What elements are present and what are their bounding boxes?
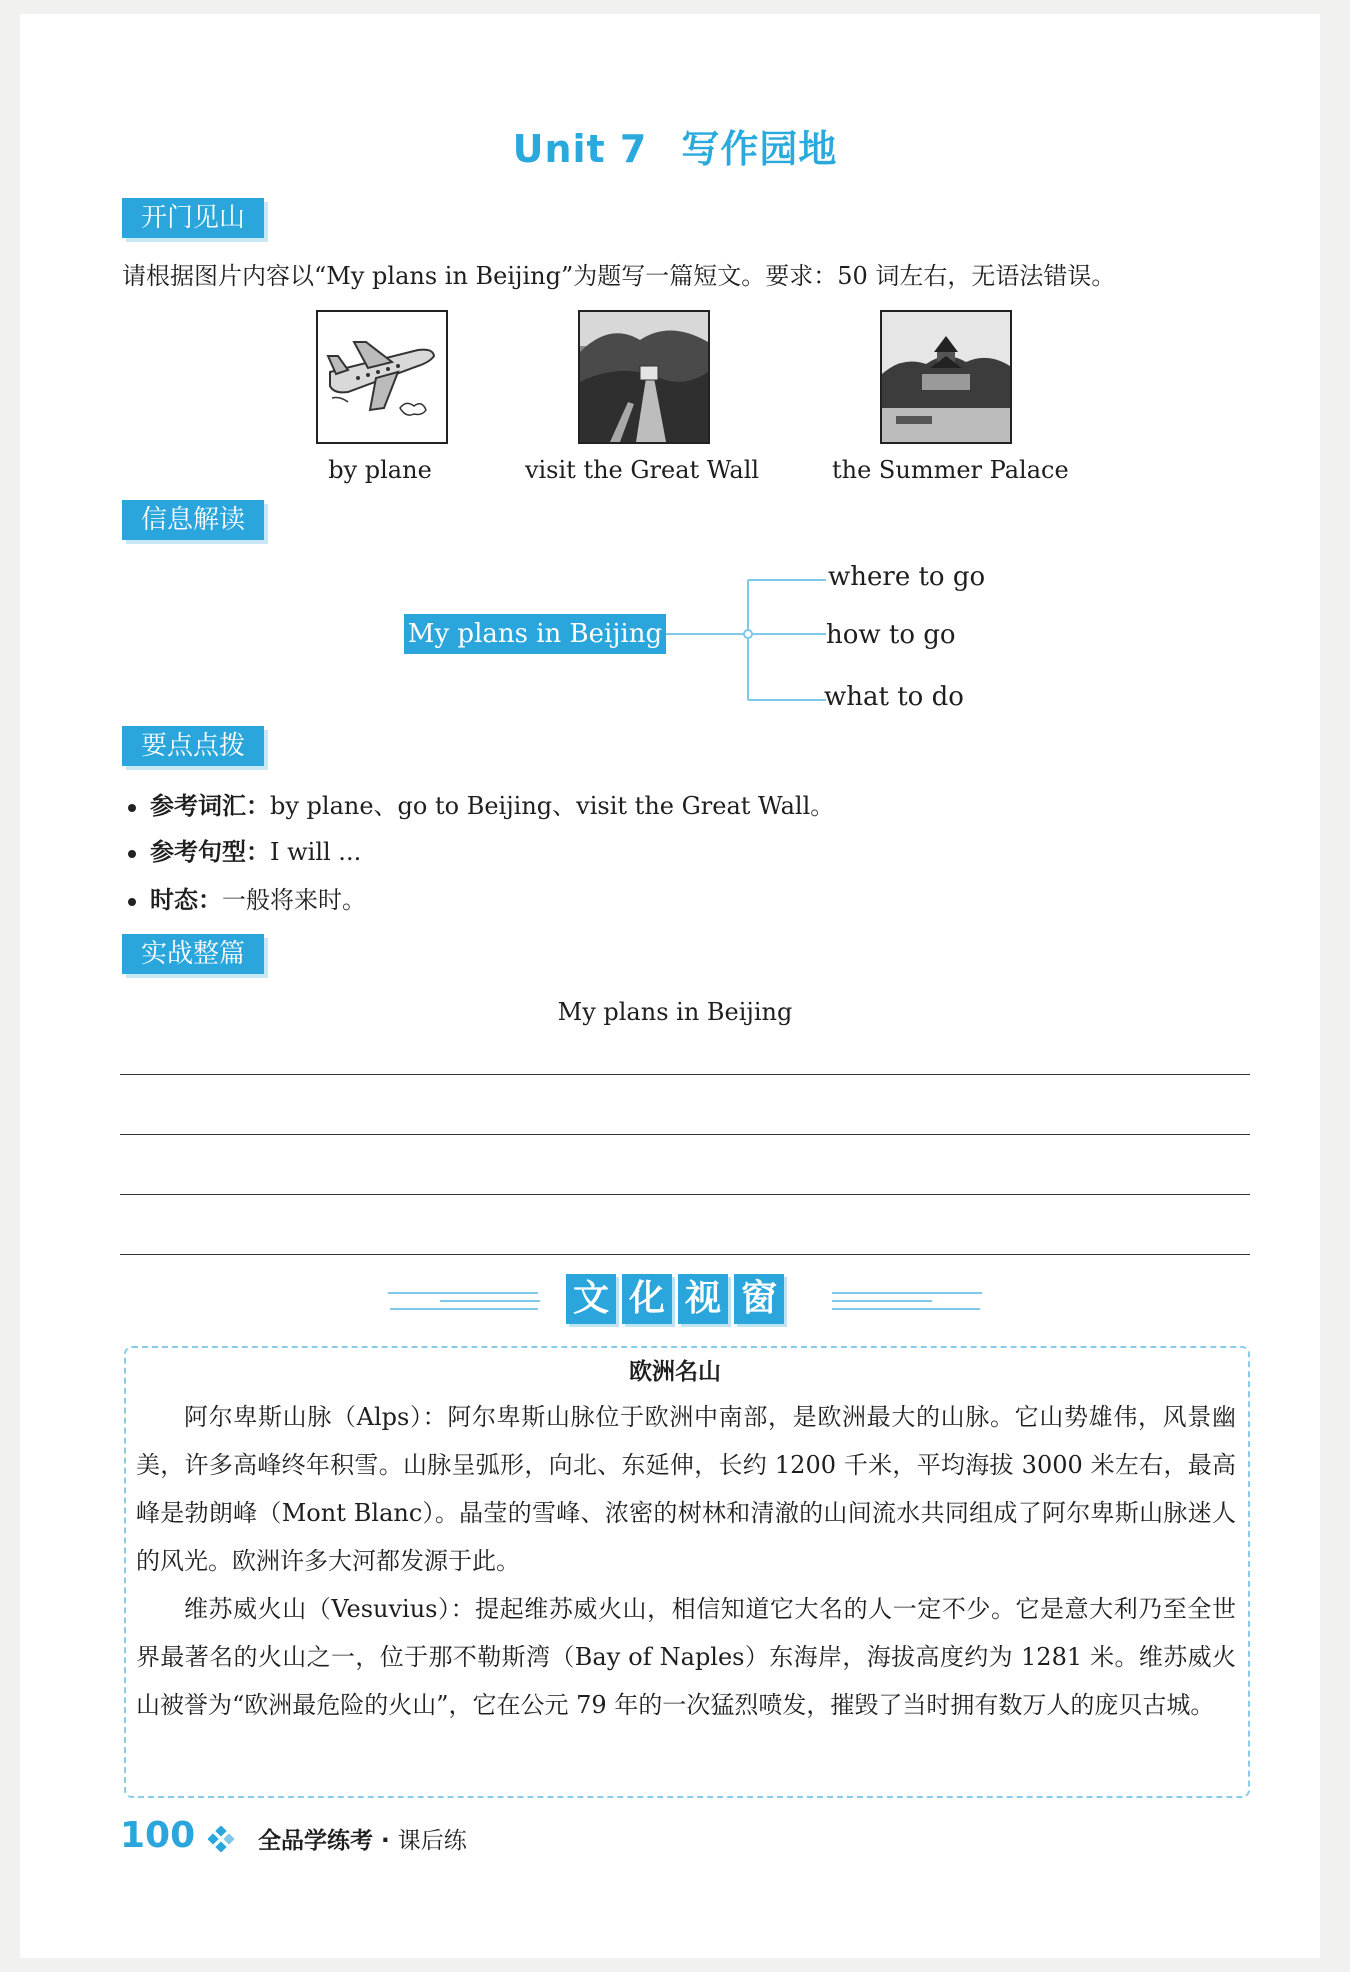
banner-char: 化	[622, 1274, 672, 1324]
unit-heading: 写作园地	[681, 127, 838, 171]
point-tense	[128, 884, 366, 916]
great-wall-image	[578, 310, 710, 444]
banner-char: 视	[678, 1274, 728, 1324]
mindmap-branch-where: where to go	[828, 562, 986, 592]
point-text: by plane、go to Beijing、visit the Great Wall。	[270, 792, 835, 820]
culture-paragraph-vesuvius: 维苏威火山（Vesuvius）：提起维苏威火山，相信知道它大名的人一定不少。它是意大利乃至全世界最著名的火山之一，位于那不勒斯湾（Bay of Naples）东海岸，海拔高度约为 1281 米。维苏威火山被誉为“欧洲最危险的火山”，它在公元 79 年的一次猛烈喷发，摧毁了当时拥有数万人的庞贝古城。	[136, 1595, 1236, 1719]
writing-line[interactable]	[120, 1254, 1250, 1255]
culture-heading: 欧洲名山	[629, 1359, 721, 1385]
caption-by-plane: by plane	[328, 456, 432, 484]
point-label: 参考句型：	[150, 838, 270, 866]
writing-prompt: 请根据图片内容以“My plans in Beijing”为题写一篇短文。要求：50 词左右，无语法错误。	[122, 262, 1116, 290]
caption-summer-palace: the Summer Palace	[832, 456, 1069, 484]
culture-banner	[0, 1274, 1350, 1324]
point-sentence	[128, 836, 361, 868]
diamond-icon	[208, 1826, 234, 1852]
point-vocabulary	[128, 790, 834, 822]
unit-title	[0, 118, 1350, 173]
brand-separator: ·	[381, 1828, 390, 1854]
point-label: 参考词汇：	[150, 792, 270, 820]
section-tag-info: 信息解读	[122, 500, 264, 540]
brand-name: 全品学练考	[258, 1828, 373, 1854]
banner-char: 文	[566, 1274, 616, 1324]
section-tag-open: 开门见山	[122, 198, 264, 238]
banner-char: 窗	[734, 1274, 784, 1324]
practice-title: My plans in Beijing	[557, 998, 793, 1026]
point-text: I will ...	[270, 838, 362, 866]
mindmap-branch-how: how to go	[826, 620, 956, 650]
culture-paragraph-alps: 阿尔卑斯山脉（Alps）：阿尔卑斯山脉位于欧洲中南部，是欧洲最大的山脉。它山势雄伟，风景幽美，许多高峰终年积雪。山脉呈弧形，向北、东延伸，长约 1200 千米，平均海拔 3000 米左右，最高峰是勃朗峰（Mont Blanc）。晶莹的雪峰、浓密的树林和清澈的山间流水共同组成了阿尔卑斯山脉迷人的风光。欧洲许多大河都发源于此。	[136, 1403, 1236, 1575]
section-tag-points: 要点点拨	[122, 726, 264, 766]
writing-line[interactable]	[120, 1074, 1250, 1075]
bullet-dot	[128, 850, 136, 858]
footer-brand	[258, 1822, 467, 1855]
writing-line[interactable]	[120, 1194, 1250, 1195]
caption-great-wall: visit the Great Wall	[524, 456, 760, 484]
bullet-dot	[128, 898, 136, 906]
unit-number: Unit 7	[512, 127, 648, 171]
mindmap-connectors	[666, 570, 836, 712]
mindmap-center: My plans in Beijing	[404, 614, 666, 654]
mindmap-branch-what: what to do	[824, 682, 964, 712]
airplane-image	[316, 310, 448, 444]
point-text: 一般将来时。	[222, 886, 366, 914]
section-tag-practice: 实战整篇	[122, 934, 264, 974]
brand-subtitle: 课后练	[397, 1828, 467, 1854]
bullet-dot	[128, 804, 136, 812]
summer-palace-image	[880, 310, 1012, 444]
writing-line[interactable]	[120, 1134, 1250, 1135]
point-label: 时态：	[150, 886, 222, 914]
page-number: 100	[120, 1815, 196, 1856]
